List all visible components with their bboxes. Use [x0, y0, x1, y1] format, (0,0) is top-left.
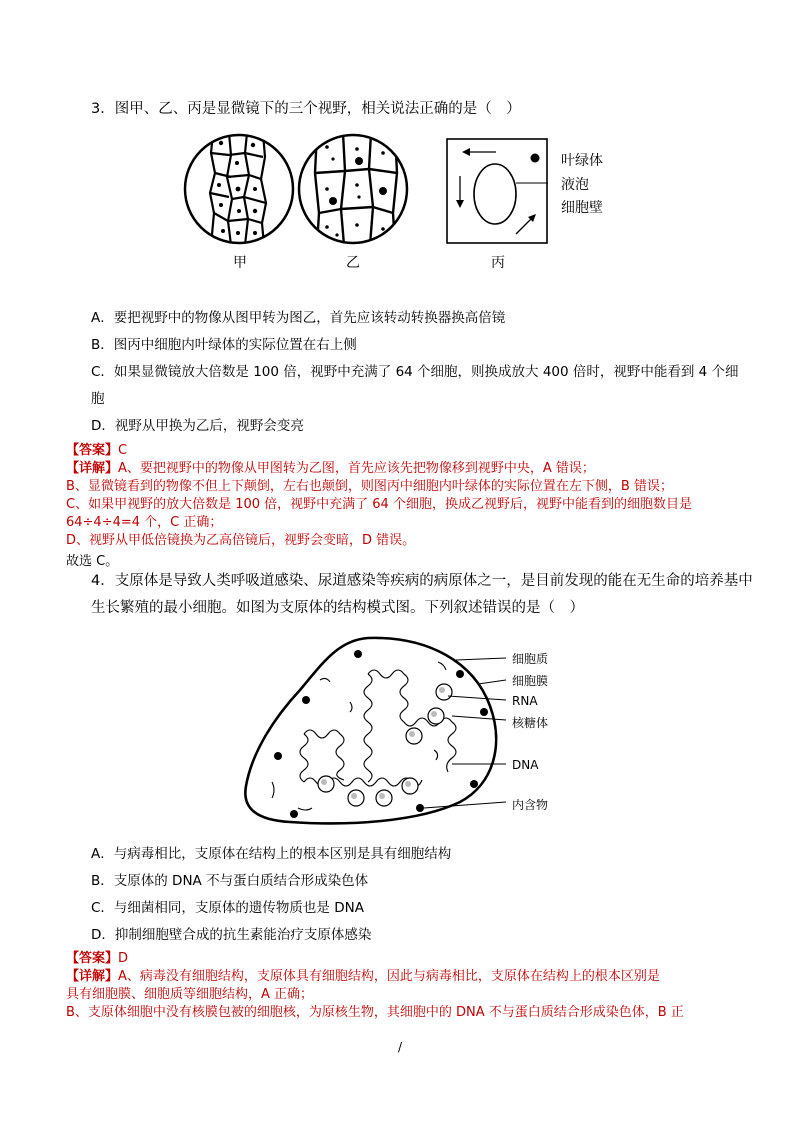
label-chloroplast: 叶绿体: [561, 153, 603, 169]
page-number: /: [398, 1040, 403, 1054]
label-bing: 丙: [491, 255, 505, 271]
q4-stem-line1: 4．支原体是导致人类呼吸道感染、尿道感染等疾病的病原体之一，是目前发现的能在无生命的培养基中: [91, 573, 753, 589]
q3-detail-line2: B、显微镜看到的物像不但上下颠倒，左右也颠倒，则图丙中细胞内叶绿体的实际位置在左下侧，B 错误；: [66, 479, 673, 494]
q4-detail-line2: 具有细胞膜、细胞质等细胞结构，A 正确；: [66, 987, 314, 1002]
q4-option-d: D．抑制细胞壁合成的抗生素能治疗支原体感染: [91, 927, 372, 943]
q3-option-c-line1: C．如果显微镜放大倍数是 100 倍，视野中充满了 64 个细胞，则换成放大 400 倍时，视野中能看到 4 个细: [91, 364, 739, 380]
q4-answer: 【答案】D: [66, 951, 129, 966]
q3-detail-line5: D、视野从甲低倍镜换为乙高倍镜后，视野会变暗，D 错误。: [66, 533, 416, 548]
label-ribosome: 核糖体: [512, 716, 549, 730]
q3-conclusion: 故选 C。: [66, 554, 119, 569]
q3-detail-line4: 64÷4÷4=4 个，C 正确；: [66, 515, 223, 530]
q3-stem: 3．图甲、乙、丙是显微镜下的三个视野，相关说法正确的是（ ）: [91, 101, 521, 117]
label-cytoplasm: 细胞质: [512, 652, 549, 666]
q3-answer: 【答案】C: [66, 443, 128, 458]
q3-detail-line3: C、如果甲视野的放大倍数是 100 倍，视野中充满了 64 个细胞，换成乙视野后，视野中能看到的细胞数目是: [66, 497, 692, 512]
q4-option-a: A．与病毒相比，支原体在结构上的根本区别是具有细胞结构: [91, 846, 452, 862]
q3-option-a: A．要把视野中的物像从图甲转为图乙，首先应该转动转换器换高倍镜: [91, 310, 506, 326]
label-inclusion: 内含物: [512, 798, 549, 812]
q4-option-c: C．与细菌相同，支原体的遗传物质也是 DNA: [91, 900, 364, 916]
label-dna: DNA: [512, 758, 539, 772]
q3-detail-line1: 【详解】A、要把视野中的物像从甲图转为乙图，首先应该先把物像移到视野中央，A 错误；: [66, 461, 595, 476]
label-cell-wall: 细胞壁: [561, 200, 603, 216]
mycoplasma-diagram: [238, 632, 518, 832]
label-vacuole: 液泡: [561, 177, 589, 193]
q3-option-d: D．视野从甲换为乙后，视野会变亮: [91, 418, 304, 434]
q4-option-b: B．支原体的 DNA 不与蛋白质结合形成染色体: [91, 873, 369, 889]
label-jia: 甲: [233, 255, 247, 271]
q4-detail-line3: B、支原体细胞中没有核膜包被的细胞核，为原核生物，其细胞中的 DNA 不与蛋白质结合形成染色体，B 正: [66, 1005, 684, 1020]
micrograph-jia: [183, 133, 295, 245]
q3-option-c-line2: 胞: [91, 391, 105, 407]
q3-option-b: B．图丙中细胞内叶绿体的实际位置在右上侧: [91, 337, 357, 353]
micrograph-yi: [297, 133, 409, 245]
q4-detail-line1: 【详解】A、病毒没有细胞结构，支原体具有细胞结构，因此与病毒相比，支原体在结构上的根本区别是: [66, 969, 660, 984]
q4-stem-line2: 生长繁殖的最小细胞。如图为支原体的结构模式图。下列叙述错误的是（ ）: [91, 600, 584, 616]
label-membrane: 细胞膜: [512, 674, 549, 688]
label-yi: 乙: [346, 255, 360, 271]
label-rna: RNA: [512, 694, 538, 708]
